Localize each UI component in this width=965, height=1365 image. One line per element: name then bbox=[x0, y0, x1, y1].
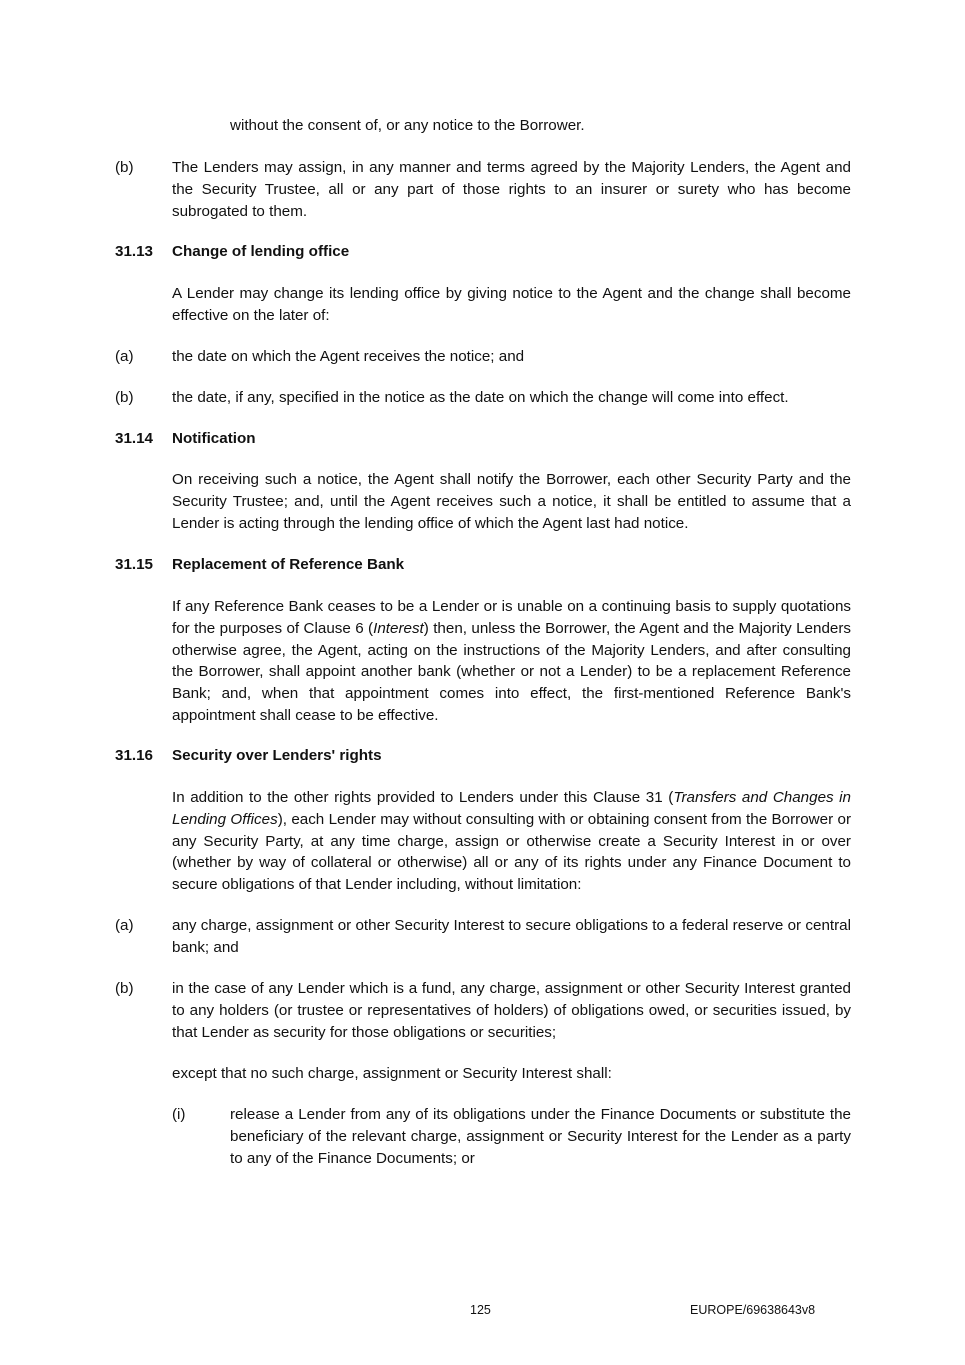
section-heading-31-16 bbox=[115, 745, 382, 767]
section-title: Security over Lenders' rights bbox=[172, 747, 382, 764]
except-text: except that no such charge, assignment or Security Interest shall: bbox=[172, 1065, 612, 1082]
section-31-15-text bbox=[172, 596, 851, 727]
section-number: 31.14 bbox=[115, 430, 154, 447]
section-heading-31-13 bbox=[115, 241, 349, 263]
italic-reference: Interest bbox=[373, 619, 424, 637]
para-b-label: (b) bbox=[115, 159, 134, 176]
item-b-label: (b) bbox=[115, 980, 134, 997]
item-a-label: (a) bbox=[115, 917, 134, 934]
item-a-text: any charge, assignment or other Security Interest to secure obligations to a federal reserve or central bank; and bbox=[172, 917, 851, 956]
section-number: 31.16 bbox=[115, 747, 154, 764]
item-a-label: (a) bbox=[115, 348, 134, 365]
text-part: In addition to the other rights provided to Lenders under this Clause 31 ( bbox=[172, 789, 674, 806]
continuation-text: without the consent of, or any notice to the Borrower. bbox=[230, 117, 585, 134]
section-title: Replacement of Reference Bank bbox=[172, 556, 405, 573]
section-number: 31.15 bbox=[115, 556, 154, 573]
item-b-label: (b) bbox=[115, 389, 134, 406]
section-number: 31.13 bbox=[115, 243, 154, 260]
item-a-text: the date on which the Agent receives the notice; and bbox=[172, 348, 525, 365]
section-31-16-text bbox=[172, 787, 851, 896]
item-i-label: (i) bbox=[172, 1106, 186, 1123]
section-title: Change of lending office bbox=[172, 243, 350, 260]
item-b-text: the date, if any, specified in the notice as the date on which the change will come into effect. bbox=[172, 389, 789, 406]
section-title: Notification bbox=[172, 430, 256, 447]
item-b-text: in the case of any Lender which is a fund, any charge, assignment or other Security Interest granted to any holders (or trustee or representatives of holders) of obligations owed, or securities issued, by that Lender as security for those obligations or securities; bbox=[172, 980, 851, 1041]
document-reference: EUROPE/69638643v8 bbox=[690, 1303, 816, 1317]
section-31-13-intro: A Lender may change its lending office by giving notice to the Agent and the change shall become effective on the later of: bbox=[172, 285, 851, 324]
section-heading-31-14 bbox=[115, 428, 256, 450]
italic-reference: Transfers and Changes in Lending Offices bbox=[172, 789, 852, 828]
item-i-text: release a Lender from any of its obligations under the Finance Documents or substitute the beneficiary of the relevant charge, assignment or Security Interest for the Lender as a party to any of the Finance Documents; or bbox=[230, 1106, 851, 1167]
text-part: ) then, unless the Borrower, the Agent and the Majority Lenders otherwise agree, the Agent, acting on the instructions of the Majority Lenders, and after consulting the Borrower, shall appoint another bank (whether or not a Lender) to be a replacement Reference Bank; and, when that appointment comes into effect, the first-mentioned Reference Bank's appointment shall cease to be effective. bbox=[172, 619, 851, 724]
text-part: ), each Lender may without consulting with or obtaining consent from the Borrower or any Security Party, at any time charge, assign or otherwise create a Security Interest in or over (whether by way of collateral or otherwise) all or any of its rights under any Finance Document to secure obligations of that Lender including, without limitation: bbox=[172, 810, 851, 894]
section-31-14-text: On receiving such a notice, the Agent shall notify the Borrower, each other Security Party and the Security Trustee; and, until the Agent receives such a notice, it shall be entitled to assume that a Lender is acting through the lending office of which the Agent last had notice. bbox=[172, 471, 851, 532]
text-part: If any Reference Bank ceases to be a Lender or is unable on a continuing basis to supply quotations for the purposes of Clause 6 ( bbox=[172, 598, 851, 637]
para-b-text: The Lenders may assign, in any manner and terms agreed by the Majority Lenders, the Agent and the Security Trustee, all or any part of those rights to an insurer or surety who has become subrogated to them. bbox=[172, 159, 851, 220]
page-number: 125 bbox=[470, 1303, 491, 1317]
section-heading-31-15 bbox=[115, 554, 404, 576]
